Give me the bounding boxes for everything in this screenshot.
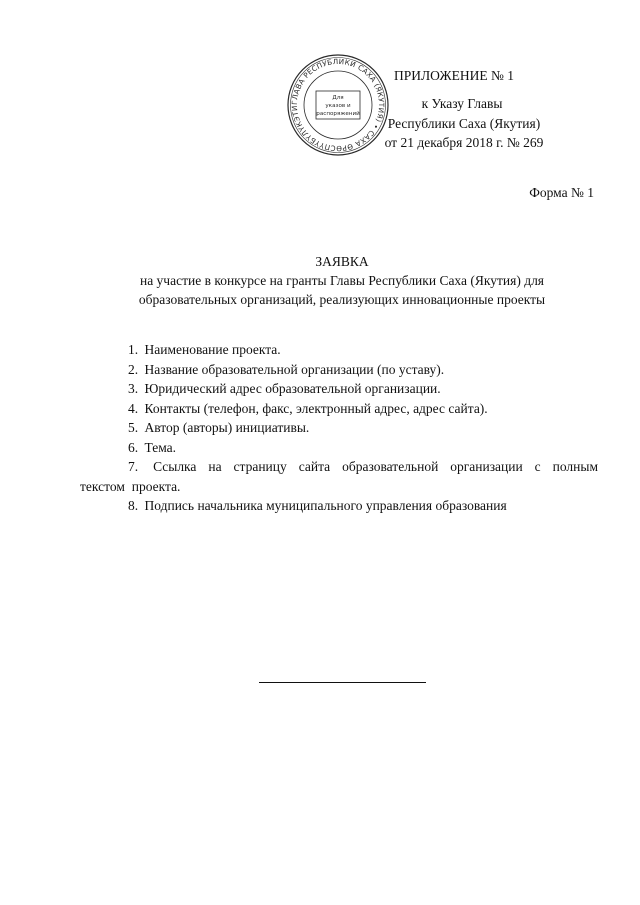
list-item	[80, 340, 598, 360]
appendix-title: ПРИЛОЖЕНИЕ № 1	[393, 68, 515, 83]
title-block	[80, 252, 604, 309]
list-item	[80, 360, 598, 380]
form-number-label: Форма № 1	[529, 185, 594, 200]
item-text: Подпись начальника муниципального управления образования	[144, 498, 507, 513]
seal-graphic	[286, 53, 390, 157]
list-item	[80, 496, 598, 516]
list-item	[80, 418, 598, 438]
item-text: Юридический адрес образовательной организации.	[144, 381, 441, 396]
official-seal-stamp	[286, 53, 390, 157]
appendix-date-number: от 21 декабря 2018 г. № 269	[384, 135, 544, 150]
item-number: 4.	[128, 400, 139, 416]
item-number: 8.	[128, 498, 139, 513]
item-text: Контакты (телефон, факс, электронный адрес, адрес сайта).	[144, 400, 488, 416]
item-number: 3.	[128, 381, 139, 396]
seal-center-line1: Для	[332, 95, 344, 101]
item-number: 6.	[128, 439, 139, 455]
item-text: Тема.	[144, 439, 177, 455]
item-number: 2.	[128, 361, 139, 377]
item-text: Автор (авторы) инициативы.	[144, 420, 310, 435]
list-item	[80, 457, 598, 496]
appendix-republic: Республики Саха (Якутия)	[387, 116, 541, 131]
seal-outer-text: ГЛАВА РЕСПУБЛИКИ САХА (ЯКУТИЯ) • САХА ӨРӨСПҮҮБҮЛҮКЭТИ	[289, 56, 387, 154]
signature-line	[259, 682, 426, 683]
list-item	[80, 438, 598, 458]
seal-center-line3: распоряжений	[316, 111, 360, 117]
item-text: Название образовательной организации (по уставу).	[144, 361, 445, 377]
document-subtitle-line2: образовательных организаций, реализующих инновационные проекты	[138, 292, 546, 307]
application-items-list	[80, 340, 598, 516]
appendix-decree-ref: к Указу Главы	[421, 96, 503, 111]
list-item	[80, 379, 598, 399]
item-text: Наименование проекта.	[144, 342, 281, 357]
item-text: Ссылка на страницу сайта образовательной организации с полным текстом проекта.	[80, 459, 599, 494]
item-number: 7.	[128, 459, 139, 474]
seal-center-line2: указов и	[325, 103, 351, 109]
item-number: 5.	[128, 420, 139, 435]
item-number: 1.	[128, 342, 139, 357]
document-title: ЗАЯВКА	[315, 254, 369, 269]
document-subtitle-line1: на участие в конкурсе на гранты Главы Республики Саха (Якутия) для	[139, 273, 545, 288]
list-item	[80, 399, 598, 419]
